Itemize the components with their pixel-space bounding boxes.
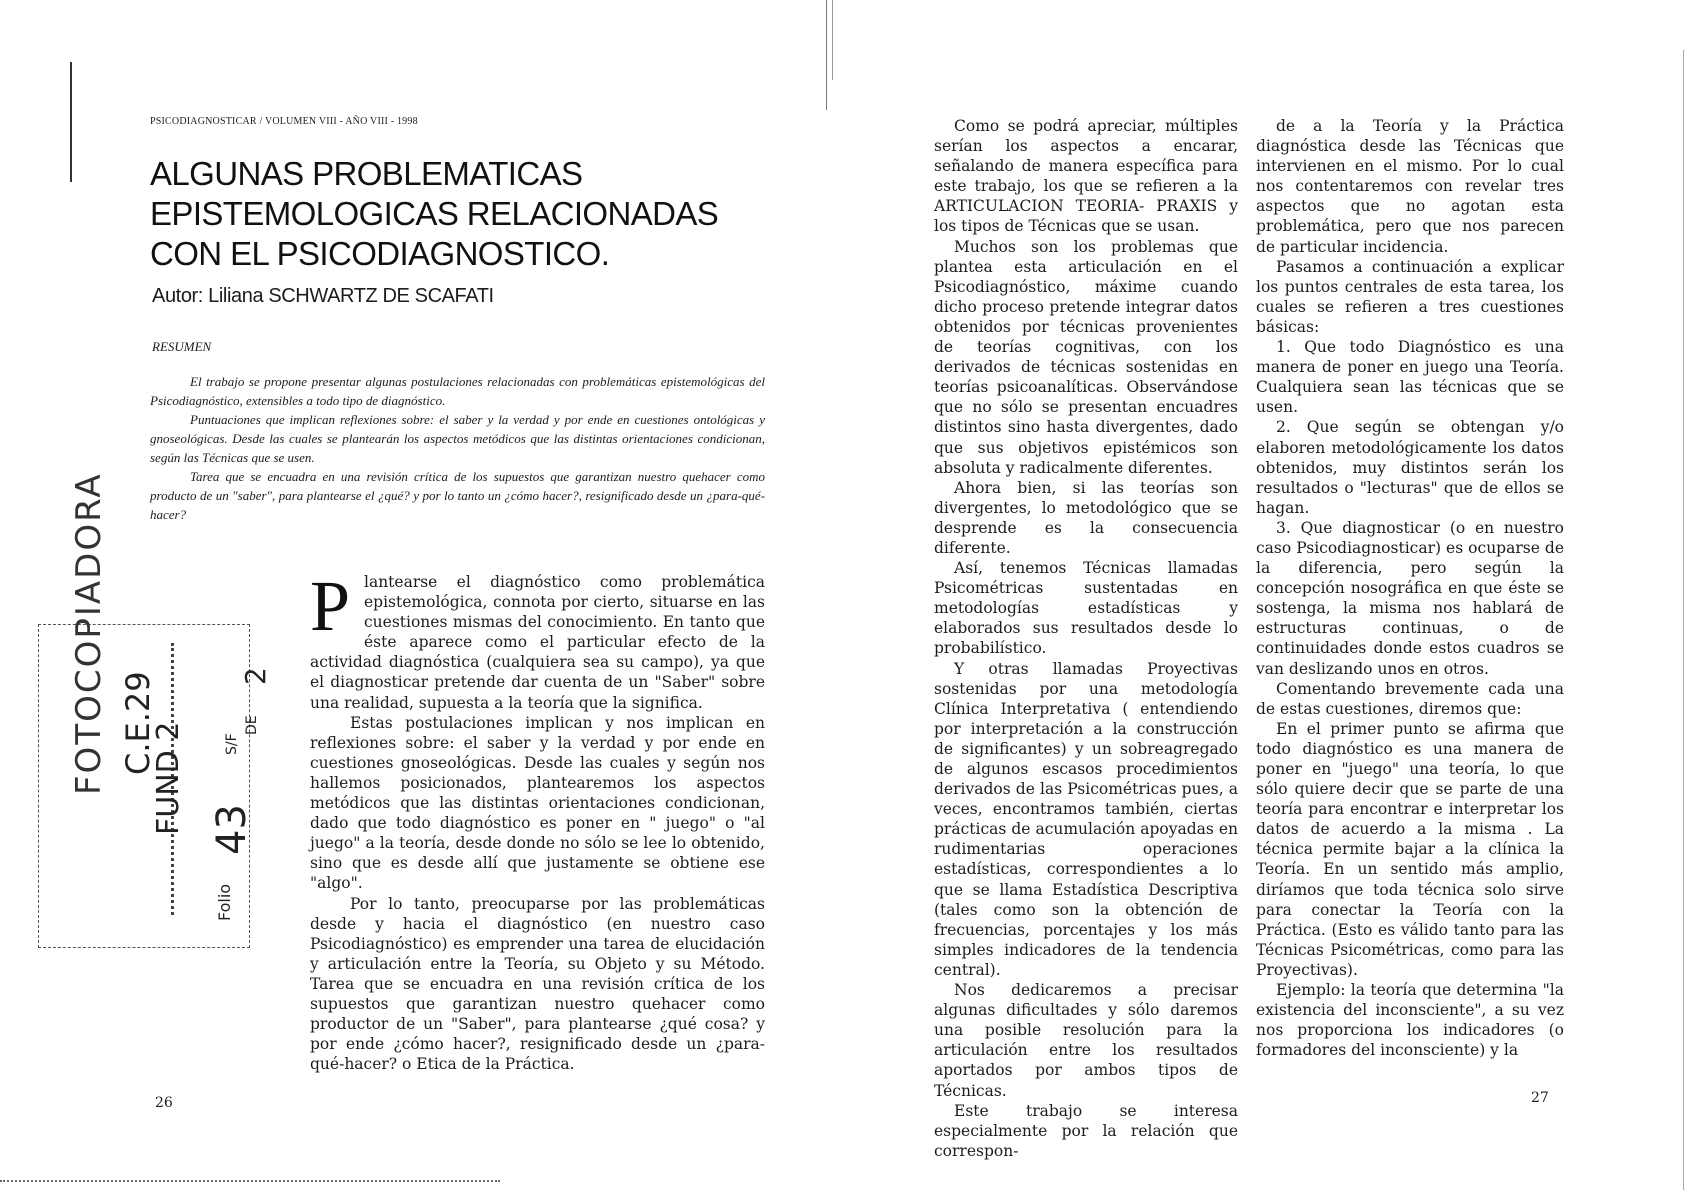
scan-gutter-line-2 bbox=[832, 0, 833, 80]
page-number-right: 27 bbox=[1531, 1090, 1549, 1106]
abstract bbox=[150, 372, 765, 524]
stamp-folio-number: 43 bbox=[209, 804, 255, 855]
journal-header: PSICODIAGNOSTICAR / VOLUMEN VIII - AÑO VIII - 1998 bbox=[150, 116, 418, 127]
body-left-column bbox=[310, 566, 765, 1074]
stamp-handwriting-2: FUND 2 bbox=[151, 721, 186, 835]
body-paragraph: Nos dedicaremos a precisar algunas dificultades y sólo daremos una posible resolución para la articulación entre los resultados aportados por ambos tipos de Técnicas. bbox=[934, 981, 1238, 1100]
body-paragraph: Ahora bien, si las teorías son divergentes, lo metodológico que se desprende es la consecuencia diferente. bbox=[934, 478, 1238, 557]
dropcap: P bbox=[310, 566, 351, 646]
body-paragraph: 1. Que todo Diagnóstico es una manera de poner en juego una Teoría. Cualquiera sean las técnicas que se usen. bbox=[1256, 338, 1564, 417]
body-paragraph: 3. Que diagnosticar (o en nuestro caso Psicodiagnosticar) es ocuparse de la diferencia, pero según la concepción nosográfica en que éste se sostenga, la misma nos hablará de estructuras continuas, o de continuidades donde estos cuadros se van deslizando unos en otros. bbox=[1256, 518, 1564, 678]
author-prefix: Autor: bbox=[152, 285, 203, 307]
body-paragraph: 2. Que según se obtengan y/o elaboren metodológicamente los datos obtenidos, muy distintos serán los resultados o "lecturas" que de ellos se hagan. bbox=[1256, 418, 1564, 517]
body-paragraph: Muchos son los problemas que plantea esta articulación en el Psicodiagnóstico, máxime cuando dicho proceso pretende integrar datos obtenidos por técnicas provenientes de teorías cognitivas, con los derivados de técnicas sostenidas en teorías psicoanalíticas. Observándose que no sólo se presentan encuadres distintos sino hasta divergentes, dado que sus objetivos epistémicos son absoluta y radicalmente diferentes. bbox=[934, 237, 1238, 477]
page-number-left: 26 bbox=[155, 1095, 173, 1111]
first-paragraph-text: lantearse el diagnóstico como problemática epistemológica, connota por cierto, situarse en las cuestiones mismas del conocimiento. En tanto que éste aparece como el particular efecto de la actividad diagnóstica (cualquiera sea su campo), ya que el diagnosticar pretende dar cuenta de un "Saber" sobre una realidad, supuesta a la teoría que la significa. bbox=[310, 573, 765, 712]
resumen-heading: RESUMEN bbox=[152, 339, 212, 354]
stamp-handwriting-1: C.E.29 bbox=[119, 671, 157, 775]
scan-gutter-line bbox=[826, 0, 827, 110]
body-paragraph: de a la Teoría y la Práctica diagnóstica desde las Técnicas que intervienen en el mismo. Por lo cual nos contentaremos con revelar tres aspectos que no agotan esta problemática, pero que nos parecen de particular incidencia. bbox=[1256, 117, 1564, 256]
article-title: ALGUNAS PROBLEMATICAS EPISTEMOLOGICAS RELACIONADAS CON EL PSICODIAGNOSTICO. bbox=[150, 155, 719, 272]
stamp-label: FOTOCOPIADORA bbox=[69, 472, 109, 795]
body-paragraph: Por lo tanto, preocuparse por las problemáticas desde y hacia el diagnóstico (en nuestro caso Psicodiagnóstico) es emprender una tarea de elucidación y articulación entre la Teoría, su Objeto y su Método. Tarea que se encuadra en una revisión crítica de los supuestos que garantizan nuestro quehacer como productor de un "Saber", para plantearse ¿qué cosa? y por ende ¿cómo hacer?, resignificado desde un ¿para-qué-hacer? o Etica de la Práctica. bbox=[310, 894, 765, 1074]
stamp-sf-label: S/F bbox=[224, 733, 240, 755]
body-paragraph-first bbox=[310, 566, 765, 713]
body-paragraph: Ejemplo: la teoría que determina "la existencia del inconsciente", a su vez nos proporciona los indicadores (o formadores del inconsciente) y la bbox=[1256, 981, 1564, 1060]
body-paragraph: Y otras llamadas Proyectivas sostenidas por una metodología Clínica Interpretativa ( entendiendo por interpretación a la construcción de significantes) y un sobreagregado de algunos escasos procedimientos derivados de las Psicométricas pues, a veces, encontramos también, ciertas prácticas de acumulación apoyadas en rudimentarias operaciones estadísticas, correspondientes a lo que se llama Estadística Descriptiva (tales como son la obtención de frecuencias, porcentajes y los más simples indicadores de la tendencia central). bbox=[934, 659, 1238, 979]
body-paragraph: Pasamos a continuación a explicar los puntos centrales de esta tarea, los cuales se refieren a tres cuestiones básicas: bbox=[1256, 257, 1564, 336]
photocopy-stamp bbox=[38, 472, 272, 948]
body-paragraph: Este trabajo se interesa especialmente por la relación que correspon- bbox=[934, 1101, 1238, 1160]
author-line bbox=[152, 285, 494, 308]
body-paragraph: Así, tenemos Técnicas llamadas Psicométricas sustentadas en metodologías estadísticas y elaborados sus resultados desde lo probabilístico. bbox=[934, 559, 1238, 658]
stamp-de-label: DE bbox=[244, 715, 260, 735]
body-paragraph: Como se podrá apreciar, múltiples serían los aspectos a encarar, señalando de manera específica para este trabajo, los que se refieren a la ARTICULACION TEORIA- PRAXIS y los tipos de Técnicas que se usan. bbox=[934, 117, 1238, 236]
abstract-paragraph: Puntuaciones que implican reflexiones sobre: el saber y la verdad y por ende en cuestiones ontológicas y gnoseológicas. Desde las cuales se plantearán los aspectos metódicos que las distintas orientaciones condicionan, según las Técnicas que se usen. bbox=[150, 412, 765, 465]
abstract-paragraph: El trabajo se propone presentar algunas postulaciones relacionadas con problemáticas epistemológicas del Psicodiagnóstico, extensibles a todo tipo de diagnóstico. bbox=[150, 374, 765, 408]
body-paragraph: Estas postulaciones implican y nos implican en reflexiones sobre: el saber y la verdad y por ende en cuestiones gnoseológicas. Desde las cuales y según nos hallemos posicionados, plantearemos los aspectos metódicos que las distintas orientaciones condicionan, dado que todo diagnóstico es poner en " juego" o "al juego" a la teoría, desde donde no sólo se lee lo obtenido, sino que es desde allí que justamente se obtiene ese "algo". bbox=[310, 713, 765, 893]
author-name: Liliana SCHWARTZ DE SCAFATI bbox=[208, 285, 494, 307]
abstract-paragraph: Tarea que se encuadra en una revisión crítica de los supuestos que garantizan nuestro quehacer como producto de un "saber", para plantearse el ¿qué? y por lo tanto un ¿cómo hacer?, resignificado desde un ¿para-qué-hacer? bbox=[150, 469, 765, 522]
body-column-2 bbox=[934, 116, 1238, 1161]
scan-margin-line bbox=[70, 62, 72, 182]
body-paragraph: Comentando brevemente cada una de estas cuestiones, diremos que: bbox=[1256, 679, 1564, 718]
scan-bottom-noise bbox=[0, 1180, 500, 1182]
scan-right-edge bbox=[1683, 50, 1684, 1190]
stamp-de-number: 2 bbox=[239, 667, 272, 685]
body-column-3 bbox=[1256, 116, 1564, 1060]
stamp-folio-label: Folio bbox=[215, 883, 234, 921]
body-paragraph: En el primer punto se afirma que todo diagnóstico es una manera de poner en "juego" una teoría, lo que sólo quiere decir que se parte de una teoría para encontrar e interpretar los datos de acuerdo a la misma . La técnica permite bajar a la clínica la Teoría. En un sentido más amplio, diríamos que toda técnica solo sirve para conectar la Teoría con la Práctica. (Esto es válido tanto para las Técnicas Psicométricas, como para las Proyectivas). bbox=[1256, 719, 1564, 979]
